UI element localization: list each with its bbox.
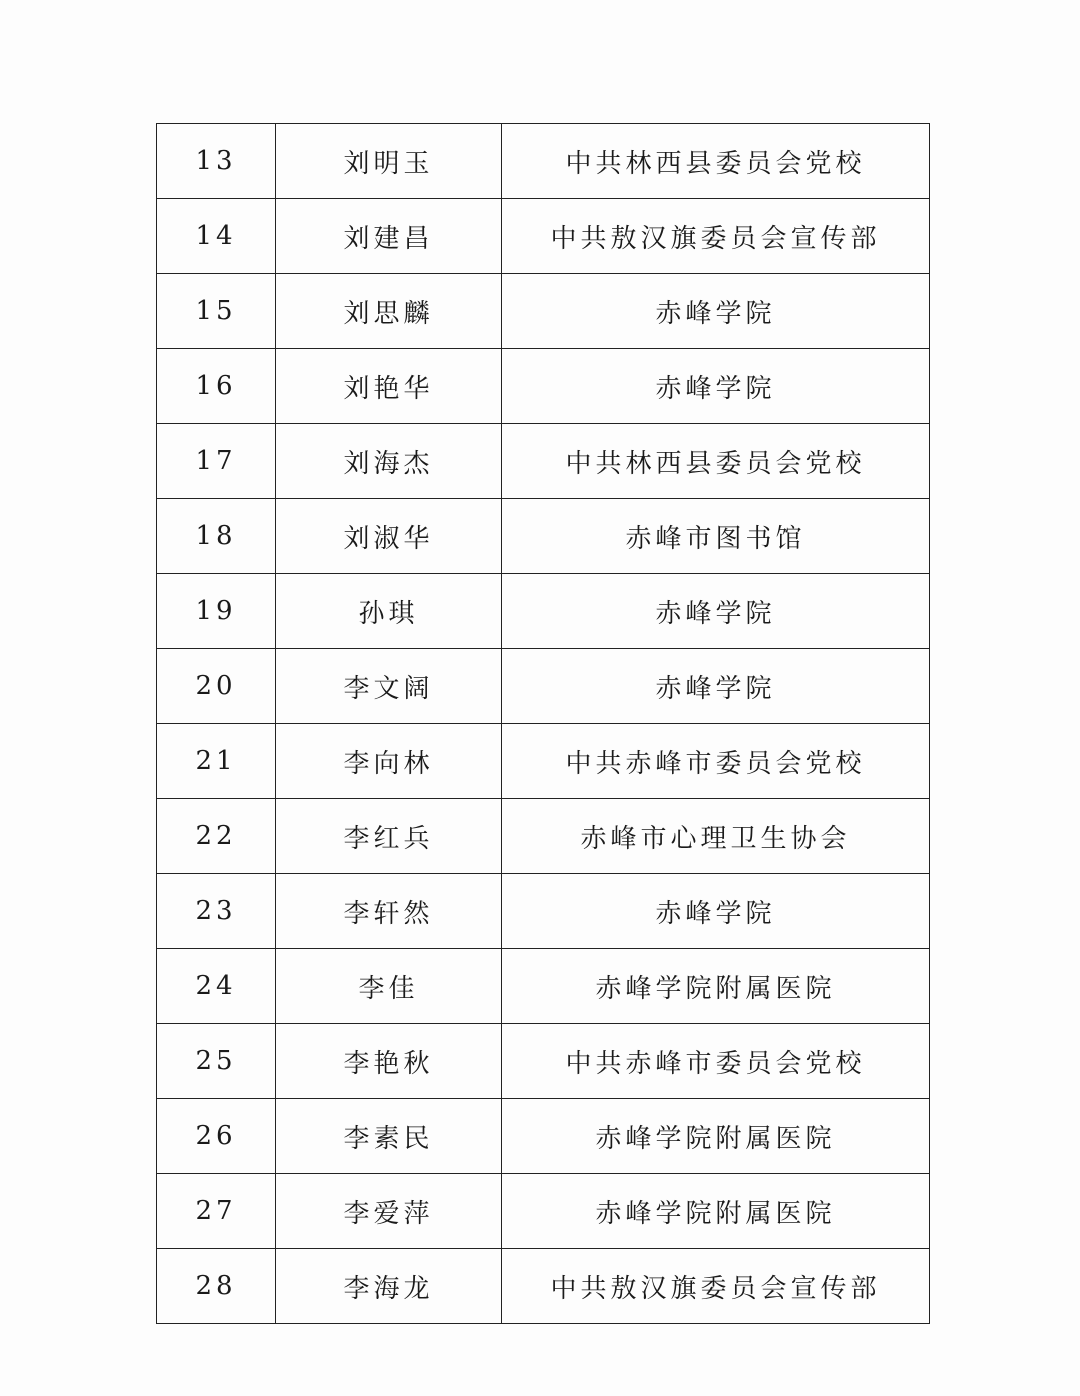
row-number-cell: 19	[157, 574, 276, 649]
table-row	[157, 1174, 930, 1249]
person-name-cell: 李素民	[276, 1099, 502, 1174]
table-row	[157, 1249, 930, 1324]
table-row	[157, 349, 930, 424]
table-row	[157, 424, 930, 499]
table-row	[157, 799, 930, 874]
organization-cell: 赤峰学院附属医院	[502, 949, 930, 1024]
organization-cell: 中共林西县委员会党校	[502, 424, 930, 499]
person-name-cell: 李文阔	[276, 649, 502, 724]
organization-cell: 赤峰学院附属医院	[502, 1099, 930, 1174]
row-number-cell: 21	[157, 724, 276, 799]
table-row	[157, 124, 930, 199]
table-row	[157, 1099, 930, 1174]
table-row	[157, 574, 930, 649]
person-name-cell: 刘思麟	[276, 274, 502, 349]
organization-cell: 赤峰学院附属医院	[502, 1174, 930, 1249]
row-number-cell: 15	[157, 274, 276, 349]
table-row	[157, 199, 930, 274]
person-name-cell: 李海龙	[276, 1249, 502, 1324]
person-name-cell: 刘艳华	[276, 349, 502, 424]
row-number-cell: 28	[157, 1249, 276, 1324]
organization-cell: 中共赤峰市委员会党校	[502, 1024, 930, 1099]
organization-cell: 赤峰学院	[502, 349, 930, 424]
organization-cell: 赤峰学院	[502, 649, 930, 724]
row-number-cell: 22	[157, 799, 276, 874]
table-row	[157, 874, 930, 949]
organization-cell: 赤峰市心理卫生协会	[502, 799, 930, 874]
row-number-cell: 16	[157, 349, 276, 424]
organization-cell: 中共赤峰市委员会党校	[502, 724, 930, 799]
organization-cell: 赤峰学院	[502, 574, 930, 649]
row-number-cell: 23	[157, 874, 276, 949]
organization-cell: 赤峰学院	[502, 274, 930, 349]
row-number-cell: 27	[157, 1174, 276, 1249]
row-number-cell: 24	[157, 949, 276, 1024]
person-name-cell: 李红兵	[276, 799, 502, 874]
person-name-cell: 孙琪	[276, 574, 502, 649]
organization-cell: 中共敖汉旗委员会宣传部	[502, 199, 930, 274]
row-number-cell: 25	[157, 1024, 276, 1099]
organization-cell: 中共敖汉旗委员会宣传部	[502, 1249, 930, 1324]
organization-cell: 赤峰学院	[502, 874, 930, 949]
person-name-cell: 刘建昌	[276, 199, 502, 274]
person-name-cell: 刘淑华	[276, 499, 502, 574]
roster-table	[156, 123, 930, 1324]
person-name-cell: 刘海杰	[276, 424, 502, 499]
row-number-cell: 13	[157, 124, 276, 199]
person-name-cell: 李爱萍	[276, 1174, 502, 1249]
table-row	[157, 274, 930, 349]
person-name-cell: 李艳秋	[276, 1024, 502, 1099]
table-row	[157, 1024, 930, 1099]
person-name-cell: 李向林	[276, 724, 502, 799]
person-name-cell: 刘明玉	[276, 124, 502, 199]
row-number-cell: 18	[157, 499, 276, 574]
table-row	[157, 499, 930, 574]
roster-table-body	[157, 124, 930, 1324]
person-name-cell: 李轩然	[276, 874, 502, 949]
table-row	[157, 649, 930, 724]
person-name-cell: 李佳	[276, 949, 502, 1024]
row-number-cell: 20	[157, 649, 276, 724]
row-number-cell: 17	[157, 424, 276, 499]
table-row	[157, 949, 930, 1024]
organization-cell: 赤峰市图书馆	[502, 499, 930, 574]
table-row	[157, 724, 930, 799]
organization-cell: 中共林西县委员会党校	[502, 124, 930, 199]
row-number-cell: 14	[157, 199, 276, 274]
row-number-cell: 26	[157, 1099, 276, 1174]
